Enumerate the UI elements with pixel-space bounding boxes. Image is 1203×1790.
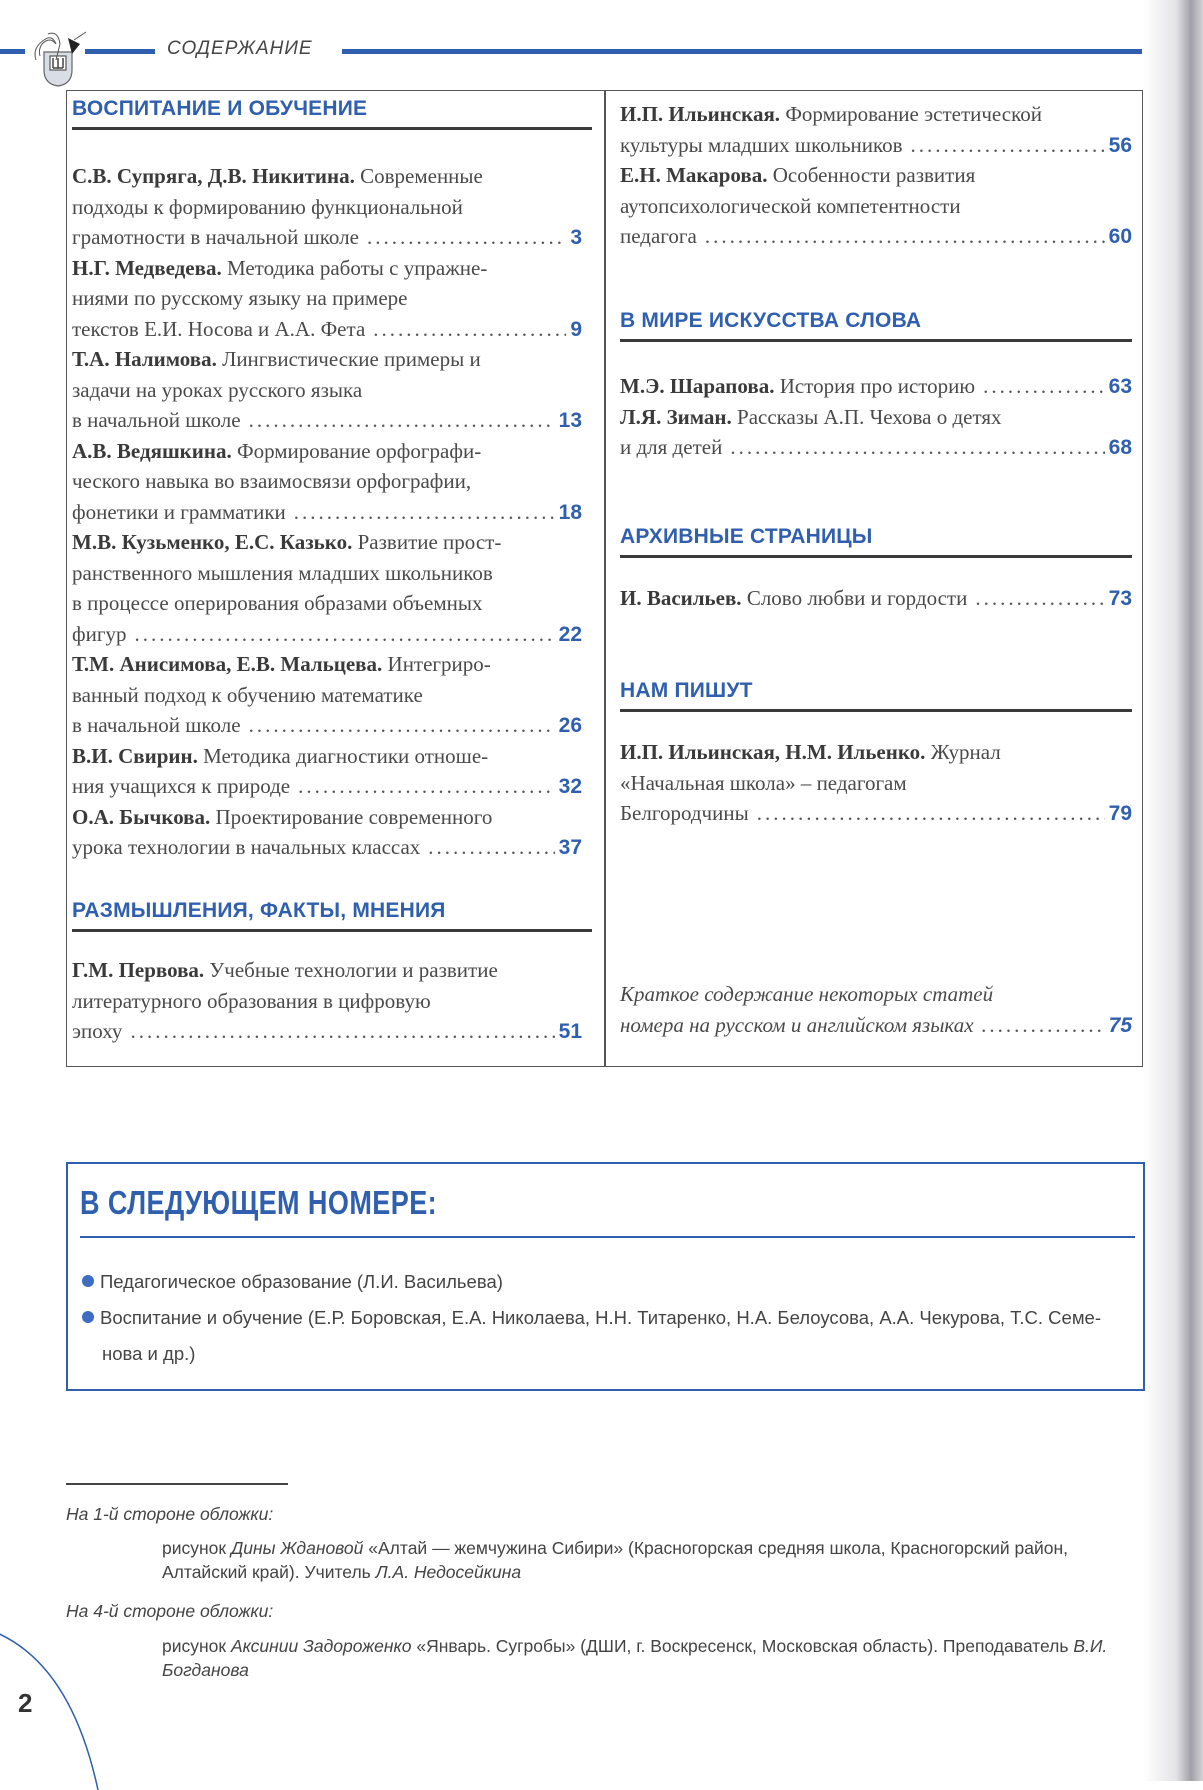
- dot-leader: [134, 619, 554, 650]
- dot-leader: [367, 222, 566, 253]
- column-divider: [604, 91, 606, 1066]
- toc-entry-authors: Л.Я. Зиман.: [620, 404, 732, 429]
- bullet-icon: [82, 1275, 94, 1287]
- toc-entry-text: [72, 710, 241, 741]
- toc-page-number: 63: [1108, 375, 1132, 398]
- toc-entry-title: эпоху: [72, 1019, 123, 1043]
- toc-entry-text: [72, 832, 420, 863]
- toc-entry-text: [72, 256, 487, 280]
- toc-entry-text: [72, 744, 488, 768]
- toc-entry-line: [72, 161, 582, 192]
- toc-entry-title: Проектирование современного: [215, 804, 493, 829]
- next-issue-box: [66, 1162, 1145, 1391]
- toc-page-number: 56: [1108, 133, 1132, 157]
- section-heading: НАМ ПИШУТ: [620, 679, 753, 702]
- toc-entry-title: ниями по русскому языку на примере: [72, 286, 408, 310]
- header-rule-left: [0, 49, 25, 54]
- toc-page-number: 26: [558, 714, 582, 737]
- toc-page-number: 60: [1108, 225, 1132, 248]
- footnote-text-part: «Алтай — жемчужина Сибири» (Красногорская средняя школа, Красногорский район, Алтайский край). Учитель: [162, 1538, 1069, 1582]
- toc-entry-title: литературного образования в цифровую: [72, 988, 431, 1013]
- toc-entry-title: Современные: [360, 164, 483, 188]
- toc-page-number: 18: [558, 500, 582, 524]
- section-heading: АРХИВНЫЕ СТРАНИЦЫ: [620, 525, 873, 548]
- toc-entry-authors: А.В. Ведяшкина.: [72, 438, 232, 463]
- toc-entry-line: [620, 99, 1132, 130]
- toc-entry-last-line: [72, 497, 582, 529]
- toc-entry: [72, 436, 582, 529]
- toc-entry-title: в начальной школе: [72, 713, 241, 737]
- toc-entry-line: [72, 192, 582, 223]
- toc-entry-authors: Е.Н. Макарова.: [620, 163, 768, 187]
- toc-entry-title: Формирование орфографи-: [237, 438, 482, 463]
- page-header: [0, 30, 1150, 70]
- next-issue-item-text: Воспитание и обучение (Е.Р. Боровская, Е.А. Николаева, Н.Н. Титаренко, Н.А. Белоусова, А.А. Чекурова, Т.С. Семе-: [100, 1307, 1101, 1328]
- toc-entry-line: [72, 253, 582, 284]
- toc-entry-text: [620, 771, 907, 795]
- toc-entry-text: [72, 439, 481, 463]
- toc-entry-text: [72, 530, 501, 554]
- toc-entry-line: [72, 802, 582, 833]
- toc-entry-last-line: [620, 221, 1132, 253]
- toc-entry-last-line: [72, 405, 582, 437]
- page-number: 2: [18, 1688, 33, 1718]
- toc-page-number: 79: [1108, 802, 1132, 825]
- toc-entry-text: [72, 683, 423, 707]
- dot-leader: [294, 497, 555, 528]
- dot-leader: [130, 1016, 554, 1047]
- toc-page-number: 51: [558, 1020, 582, 1043]
- footnote-name: В.И. Богданова: [162, 1636, 1108, 1680]
- toc-entry-text: [620, 163, 975, 187]
- toc-entry-line: [72, 588, 582, 619]
- toc-entry-authors: И.П. Ильинская.: [620, 102, 781, 126]
- toc-entry-authors: Т.М. Анисимова, Е.В. Мальцева.: [72, 652, 383, 676]
- toc-entry-text: [620, 405, 1002, 429]
- toc-entry-text: [72, 591, 482, 615]
- toc-entry-title: «Начальная школа» – педагогам: [620, 770, 907, 795]
- toc-page-number: 22: [558, 622, 582, 646]
- footnote-text-cover-4: [162, 1634, 1122, 1682]
- toc-entry-line: [620, 191, 1132, 222]
- toc-entry-authors: И. Васильев.: [620, 586, 742, 610]
- toc-page-number: 3: [570, 226, 582, 249]
- toc-entry-text: [72, 286, 407, 310]
- toc-entry-title: Интегриро-: [387, 652, 491, 676]
- next-issue-item: [82, 1300, 1127, 1372]
- toc-page-number: 68: [1108, 436, 1132, 459]
- toc-entry-title: текстов Е.И. Носова и А.А. Фета: [72, 316, 366, 341]
- toc-entry-text: [72, 619, 126, 650]
- footnote-name: Дины Ждановой: [230, 1538, 364, 1558]
- toc-entry-title: в процессе оперирования образами объемных: [72, 591, 483, 615]
- toc-entry-line: [72, 527, 582, 558]
- toc-entry-text: [620, 221, 697, 252]
- toc-entry: [620, 583, 1132, 615]
- toc-entry: [72, 253, 582, 346]
- toc-entry-text: [72, 405, 241, 436]
- toc-entry-title: урока технологии в начальных классах: [72, 835, 421, 859]
- toc-entry-title: педагога: [620, 224, 697, 248]
- dot-leader: [982, 1010, 1105, 1041]
- toc-entry-title: Журнал: [930, 740, 1001, 764]
- toc-entry: [72, 741, 582, 803]
- toc-entry-title: Развитие прост-: [357, 530, 502, 554]
- next-issue-title: В СЛЕДУЮЩЕМ НОМЕРЕ:: [80, 1184, 438, 1221]
- toc-entry-title: Рассказы А.П. Чехова о детях: [737, 404, 1002, 429]
- toc-entry-title: Краткое содержание некоторых статей: [620, 982, 994, 1006]
- footnote-text-part: рисунок: [162, 1538, 231, 1558]
- toc-entry-title: ния учащихся к природе: [72, 774, 291, 798]
- dot-leader: [705, 221, 1105, 252]
- toc-entry-line: [72, 375, 582, 406]
- toc-entry-text: [72, 652, 491, 676]
- toc-entry-title: в начальной школе: [72, 408, 241, 432]
- toc-entry: [620, 737, 1132, 830]
- footnote-label-cover-4: На 4-й стороне обложки:: [66, 1601, 274, 1621]
- section-heading: ВОСПИТАНИЕ И ОБУЧЕНИЕ: [72, 97, 368, 120]
- toc-entry-text: [620, 583, 967, 614]
- next-issue-item-text: Педагогическое образование (Л.И. Васильева): [100, 1271, 503, 1292]
- toc-entry-text: [620, 798, 749, 829]
- toc-entry-last-line: [72, 771, 582, 803]
- toc-entry-text: [72, 561, 493, 585]
- toc-entry-last-line: [620, 432, 1132, 464]
- next-issue-rule: [80, 1236, 1135, 1238]
- toc-entry-text: [72, 989, 431, 1013]
- toc-entry-last-line: [72, 710, 582, 742]
- toc-entry-authors: И.П. Ильинская, Н.М. Ильенко.: [620, 740, 926, 764]
- section-heading: РАЗМЫШЛЕНИЯ, ФАКТЫ, МНЕНИЯ: [72, 899, 446, 922]
- footnote-text-cover-1: [162, 1536, 1122, 1584]
- footnote-rule: [66, 1483, 288, 1485]
- dot-leader: [249, 710, 555, 741]
- dot-leader: [911, 130, 1105, 161]
- toc-entry-authors: Т.А. Налимова.: [72, 347, 217, 371]
- section-rule: [72, 127, 592, 130]
- dot-leader: [983, 371, 1105, 402]
- toc-entry-text: [72, 771, 290, 802]
- header-rule-right: [342, 49, 1142, 54]
- toc-page-number: 37: [558, 836, 582, 859]
- toc-entry-line: [620, 737, 1132, 768]
- toc-entry-last-line: [620, 583, 1132, 615]
- footnote-text-part: «Январь. Сугробы» (ДШИ, г. Воскресенск, Московская область). Преподаватель: [411, 1636, 1074, 1656]
- toc-entry-text: [620, 982, 993, 1006]
- toc-entry-title: История про историю: [779, 374, 976, 398]
- toc-page-number: 13: [558, 409, 582, 432]
- toc-entry-text: [620, 371, 975, 402]
- footnote-name: Аксинии Задороженко: [230, 1636, 412, 1656]
- toc-entry-title: фонетики и грамматики: [72, 499, 286, 524]
- dot-leader: [428, 832, 554, 863]
- toc-entry: [620, 402, 1132, 464]
- journal-logo-icon: [30, 30, 90, 88]
- toc-entry-line: [72, 955, 582, 986]
- toc-entry-title: Слово любви и гордости: [746, 586, 968, 610]
- toc-page-number: 73: [1108, 587, 1132, 610]
- toc-entry-text: [620, 1010, 974, 1041]
- toc-entry-last-line: [72, 1016, 582, 1048]
- toc-entry-text: [72, 497, 286, 528]
- toc-entry: [72, 161, 582, 254]
- toc-entry-text: [72, 378, 362, 402]
- toc-entry-text: [72, 469, 471, 493]
- toc-entry: [72, 649, 582, 742]
- toc-entry-title: Методика диагностики отноше-: [203, 743, 489, 768]
- toc-entry-last-line: [620, 371, 1132, 403]
- toc-entry-authors: Н.Г. Медведева.: [72, 255, 222, 280]
- toc-entry-last-line: [620, 798, 1132, 830]
- dot-leader: [757, 798, 1105, 829]
- section-rule: [620, 555, 1132, 558]
- footnote-name: Л.А. Недосейкина: [375, 1562, 522, 1582]
- toc-page-number: 32: [558, 775, 582, 798]
- toc-entry-title: ванный подход к обучению математике: [72, 682, 423, 707]
- next-issue-item-continuation: нова и др.): [102, 1343, 196, 1364]
- toc-entry-text: [620, 130, 903, 161]
- toc-entry-last-line: [72, 619, 582, 651]
- next-issue-item: [82, 1264, 1127, 1300]
- toc-entry-line: [72, 466, 582, 497]
- toc-page-number: 75: [1108, 1013, 1132, 1037]
- toc-entry-authors: М.В. Кузьменко, Е.С. Казько.: [72, 530, 353, 554]
- toc-entry-authors: М.Э. Шарапова.: [620, 374, 775, 398]
- toc-entry-text: [72, 164, 483, 188]
- toc-entry-title: фигур: [72, 621, 127, 646]
- dot-leader: [730, 432, 1104, 463]
- toc-entry-line: [620, 979, 1132, 1010]
- toc-entry-title: аутопсихологической компетентности: [620, 193, 961, 218]
- toc-entry-authors: Г.М. Первова.: [72, 958, 205, 982]
- toc-entry-line: [72, 986, 582, 1017]
- toc-entry-last-line: [72, 832, 582, 864]
- toc-entry-title: грамотности в начальной школе: [72, 225, 359, 249]
- toc-entry-line: [620, 160, 1132, 191]
- toc-entry-line: [72, 649, 582, 680]
- toc-entry-last-line: [620, 1010, 1132, 1042]
- toc-entry-title: ранственного мышления младших школьников: [72, 560, 493, 585]
- toc-entry-line: [620, 768, 1132, 799]
- toc-entry: [620, 160, 1132, 253]
- header-rule-mid: [85, 49, 155, 54]
- toc-entry-title: подходы к формированию функциональной: [72, 194, 463, 219]
- toc-entry: [72, 955, 582, 1048]
- toc-entry-title: номера на русском и английском языках: [620, 1012, 974, 1037]
- toc-entry-line: [72, 436, 582, 467]
- toc-entry-text: [620, 432, 722, 463]
- toc-entry-line: [72, 741, 582, 772]
- toc-entry: [620, 979, 1132, 1041]
- toc-entry-line: [72, 283, 582, 314]
- section-rule: [620, 339, 1132, 342]
- footnote-text-part: рисунок: [162, 1636, 231, 1656]
- section-rule: [620, 709, 1132, 712]
- toc-entry-authors: О.А. Бычкова.: [72, 804, 211, 829]
- bullet-icon: [82, 1311, 94, 1323]
- toc-entry-title: Методика работы с упражне-: [226, 255, 488, 280]
- toc-entry: [620, 371, 1132, 403]
- toc-entry-text: [72, 314, 365, 345]
- toc-entry-text: [620, 194, 961, 218]
- toc-entry-text: [620, 740, 1001, 764]
- dot-leader: [373, 314, 566, 345]
- toc-entry: [72, 344, 582, 437]
- toc-entry-text: [72, 958, 498, 982]
- toc-entry-title: Особенности развития: [772, 163, 976, 187]
- toc-entry: [72, 527, 582, 650]
- toc-entry: [620, 99, 1132, 161]
- toc-entry-line: [620, 402, 1132, 433]
- toc-entry-title: ческого навыка во взаимосвязи орфографии,: [72, 469, 472, 493]
- toc-entry-text: [72, 222, 359, 253]
- toc-entry-title: и для детей: [620, 435, 723, 459]
- toc-entry-title: Формирование эстетической: [785, 102, 1042, 126]
- toc-entry-text: [72, 347, 481, 371]
- toc-entry-authors: С.В. Супряга, Д.В. Никитина.: [72, 164, 355, 188]
- toc-entry-text: [72, 195, 463, 219]
- toc-entry-line: [72, 558, 582, 589]
- dot-leader: [249, 405, 555, 436]
- toc-entry-line: [72, 344, 582, 375]
- toc-entry-text: [620, 102, 1042, 126]
- dot-leader: [975, 583, 1104, 614]
- toc-entry-title: Лингвистические примеры и: [222, 347, 481, 371]
- toc-entry-title: задачи на уроках русского языка: [72, 377, 363, 402]
- toc-entry-last-line: [620, 130, 1132, 162]
- toc-entry-authors: В.И. Свирин.: [72, 743, 198, 768]
- toc-page-number: 9: [570, 317, 582, 341]
- toc-entry-text: [72, 805, 492, 829]
- toc-entry-title: Белгородчины: [620, 801, 749, 825]
- toc-entry: [72, 802, 582, 864]
- toc-entry-title: культуры младших школьников: [620, 132, 903, 157]
- toc-entry-title: Учебные технологии и развитие: [209, 958, 498, 982]
- table-of-contents: [66, 90, 1143, 1067]
- dot-leader: [298, 771, 555, 802]
- footnote-label-cover-1: На 1-й стороне обложки:: [66, 1504, 274, 1524]
- toc-entry-last-line: [72, 222, 582, 254]
- toc-entry-text: [72, 1016, 122, 1047]
- section-heading: В МИРЕ ИСКУССТВА СЛОВА: [620, 309, 922, 332]
- toc-entry-line: [72, 680, 582, 711]
- header-title: СОДЕРЖАНИЕ: [167, 38, 313, 59]
- toc-entry-last-line: [72, 314, 582, 346]
- section-rule: [72, 929, 592, 932]
- page-binding-shadow: [1143, 0, 1203, 1781]
